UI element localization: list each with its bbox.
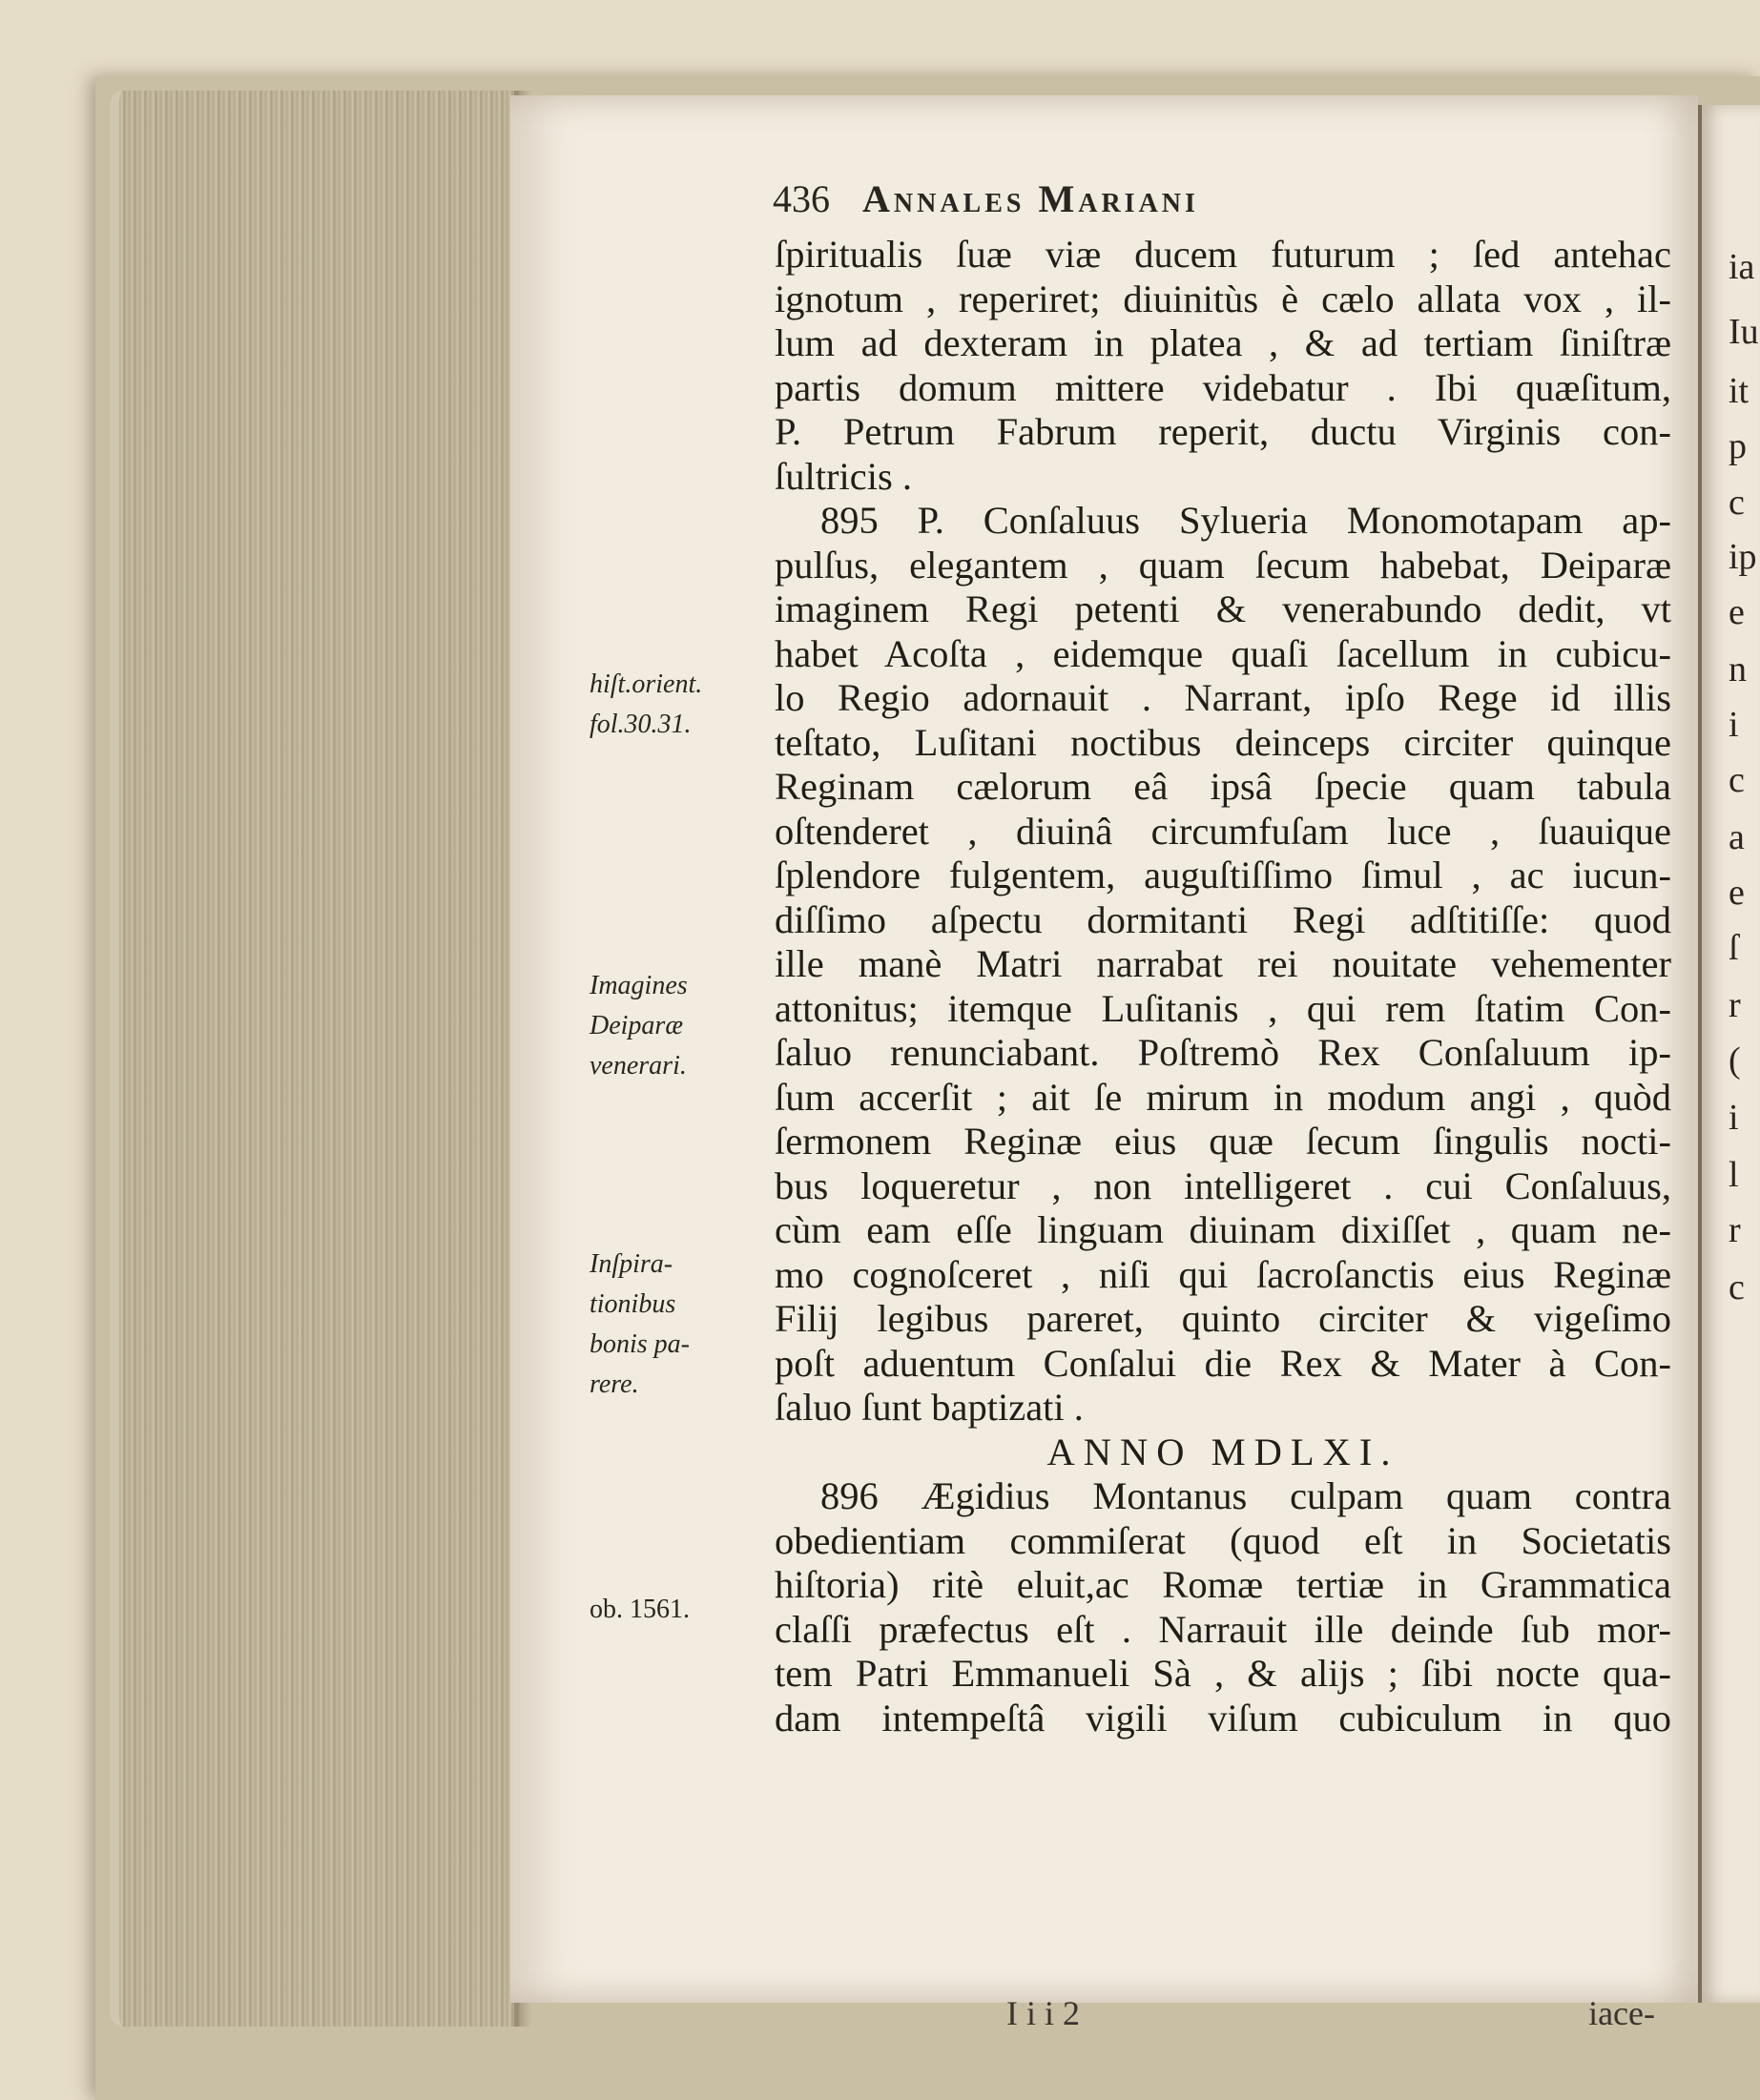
facing-page-letter: p: [1729, 426, 1747, 466]
text-line: ſaluo renunciabant. Poſtremò Rex Conſaluum ip-: [775, 1031, 1671, 1074]
running-header: [773, 170, 1460, 227]
text-line: ſplendore fulgentem, auguſtiſſimo ſimul , ac iucun-: [775, 854, 1671, 896]
text-line: 896 Ægidius Montanus culpam quam contra: [820, 1474, 1671, 1517]
margin-note-line: rere.: [590, 1369, 639, 1399]
margin-note-line: ob. 1561.: [590, 1595, 690, 1624]
facing-page-letter: c: [1729, 760, 1745, 800]
text-line: ſaluo ſunt baptizati .: [775, 1386, 1084, 1429]
text-line: claſſi præfectus eſt . Narrauit ille deinde ſub mor-: [775, 1607, 1671, 1651]
text-line: ſermonem Reginæ eius quæ ſecum ſingulis nocti-: [775, 1120, 1671, 1163]
facing-page-letter: ia: [1729, 247, 1755, 287]
text-line: poſt aduentum Conſalui die Rex & Mater à Con-: [775, 1341, 1671, 1385]
margin-note-line: venerari.: [590, 1051, 687, 1081]
text-line: ſpiritualis ſuæ viæ ducem futurum ; ſed antehac: [775, 233, 1671, 276]
text-line: habet Acoſta , eidemque quaſi ſacellum in cubicu-: [775, 631, 1671, 675]
text-line: oſtenderet , diuinâ circumfuſam luce , ſuauique: [775, 809, 1671, 853]
facing-page-letter: ip: [1729, 537, 1757, 577]
facing-page-letter: c: [1729, 1267, 1745, 1307]
facing-page-letter: ſ: [1729, 928, 1739, 968]
signature-mark: I i i 2: [1006, 1994, 1080, 2032]
facing-page-letter: c: [1729, 483, 1745, 523]
text-line: cùm eam eſſe linguam diuinam dixiſſet , quam ne-: [775, 1208, 1671, 1251]
facing-page-letter: r: [1729, 1210, 1741, 1250]
text-line: Filij legibus pareret, quinto circiter & vigeſimo: [775, 1297, 1671, 1340]
text-line: obedientiam commiſerat (quod eſt in Societatis: [775, 1518, 1671, 1562]
text-line: imaginem Regi petenti & venerabundo dedit, vt: [775, 587, 1671, 630]
text-line: lum ad dexteram in platea , & ad tertiam ſiniſtræ: [775, 321, 1671, 364]
text-line: mo cognoſceret , niſi qui ſacroſanctis eius Reginæ: [775, 1252, 1671, 1296]
facing-page-letter: it: [1729, 371, 1750, 411]
page-number: 436: [773, 176, 830, 220]
facing-page-letter: e: [1729, 873, 1745, 913]
text-line: teſtato, Luſitani noctibus deinceps circiter quinque: [775, 720, 1671, 764]
text-line: Reginam cælorum eâ ipsâ ſpecie quam tabula: [775, 765, 1671, 808]
facing-page-letter: e: [1729, 592, 1745, 632]
margin-note-line: Deiparæ: [590, 1011, 683, 1040]
body-text: [775, 233, 1671, 1740]
margin-note-line: Inſpira-: [590, 1249, 673, 1279]
margin-note-inspirationibus: [590, 1245, 761, 1405]
text-line: lo Regio adornauit . Narrant, ipſo Rege id illis: [775, 676, 1671, 719]
margin-note-line: fol.30.31.: [590, 710, 692, 739]
margin-note-line: bonis pa-: [590, 1329, 690, 1359]
text-line: attonitus; itemque Luſitanis , qui rem ſtatim Con-: [775, 986, 1671, 1030]
margin-note-imagines: [590, 966, 761, 1086]
page-edges: [110, 91, 520, 2027]
facing-page-letter: Iu: [1729, 312, 1759, 352]
margin-note-line: hiſt.orient.: [590, 669, 703, 699]
text-line: ſultricis .: [775, 454, 912, 498]
facing-page-letter: i: [1729, 705, 1739, 745]
text-line: ignotum , reperiret; diuinitùs è cælo allata vox , il-: [775, 277, 1671, 320]
catchword: iace-: [1588, 1994, 1655, 2032]
text-line: ſum accerſit ; ait ſe mirum in modum angi , quòd: [775, 1075, 1671, 1119]
margin-note-line: Imagines: [590, 971, 688, 1000]
facing-page-letter: (: [1729, 1040, 1741, 1081]
text-line: P. Petrum Fabrum reperit, ductu Virginis con-: [775, 410, 1671, 453]
text-line: hiſtoria) ritè eluit,ac Romæ tertiæ in Grammatica: [775, 1563, 1671, 1606]
text-line: diſſimo aſpectu dormitanti Regi adſtitiſſe: quod: [775, 897, 1671, 941]
margin-note-obitus: [590, 1590, 761, 1630]
text-line: dam intempeſtâ vigili viſum cubiculum in quo: [775, 1696, 1671, 1740]
facing-page-letter: a: [1729, 817, 1745, 857]
facing-page-letter: l: [1729, 1155, 1739, 1195]
text-line: bus loqueretur , non intelligeret . cui Conſaluus,: [775, 1163, 1671, 1207]
margin-note-hist-orient: [590, 665, 761, 745]
text-line: partis domum mittere videbatur . Ibi quæſitum,: [775, 365, 1671, 409]
page-footer: [1006, 1993, 1655, 2041]
margin-note-line: tionibus: [590, 1289, 676, 1319]
text-line: ille manè Matri narrabat rei nouitate vehementer: [775, 942, 1671, 985]
text-line: 895 P. Conſaluus Sylueria Monomotapam ap-: [820, 499, 1671, 542]
running-title: Annales Mariani: [862, 176, 1199, 220]
text-line: pulſus, elegantem , quam ſecum habebat, Deiparæ: [775, 543, 1671, 587]
text-line: ANNO MDLXI.: [1046, 1430, 1399, 1473]
facing-page-letter: n: [1729, 649, 1747, 690]
text-line: tem Patri Emmanueli Sà , & alijs ; ſibi nocte qua-: [775, 1652, 1671, 1695]
facing-page-letter: i: [1729, 1098, 1739, 1138]
facing-page-letter: r: [1729, 985, 1741, 1025]
